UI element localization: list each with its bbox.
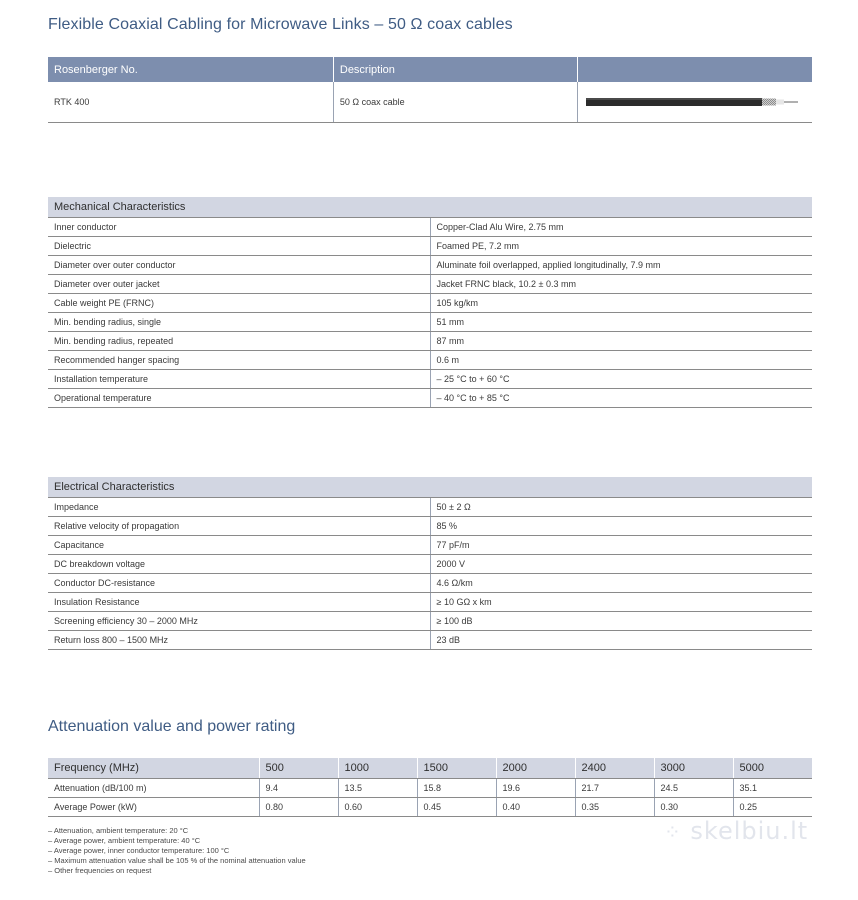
footnote: – Other frequencies on request [48,866,152,875]
row-value: 0.30 [654,798,733,817]
row-label: Screening efficiency 30 – 2000 MHz [48,612,430,631]
watermark-logo-icon: ⁘ [664,820,682,844]
row-value: 0.45 [417,798,496,817]
product-header-row [48,57,812,82]
table-row [48,370,812,389]
row-value: 21.7 [575,779,654,798]
frequency-col: 500 [259,758,338,779]
table-row [48,389,812,408]
table-row [48,498,812,517]
row-value: Foamed PE, 7.2 mm [430,237,812,256]
row-label: Dielectric [48,237,430,256]
row-label: DC breakdown voltage [48,555,430,574]
frequency-col: 5000 [733,758,812,779]
row-value: 50 ± 2 Ω [430,498,812,517]
table-row [48,294,812,313]
frequency-header-row [48,758,812,779]
table-row [48,218,812,237]
frequency-col: 2400 [575,758,654,779]
row-value: 19.6 [496,779,575,798]
table-row [48,631,812,650]
row-label: Attenuation (dB/100 m) [48,779,259,798]
row-value: 2000 V [430,555,812,574]
row-value: – 25 °C to + 60 °C [430,370,812,389]
product-description: 50 Ω coax cable [333,82,577,123]
header-description: Description [333,57,577,82]
frequency-col: 2000 [496,758,575,779]
row-value: – 40 °C to + 85 °C [430,389,812,408]
product-row [48,82,812,123]
row-label: Diameter over outer conductor [48,256,430,275]
product-number: RTK 400 [48,82,333,123]
watermark [664,817,808,845]
frequency-col: 1500 [417,758,496,779]
table-row [48,332,812,351]
row-value: 77 pF/m [430,536,812,555]
row-label: Conductor DC-resistance [48,574,430,593]
page-title: Flexible Coaxial Cabling for Microwave Links – 50 Ω coax cables [48,16,513,33]
mechanical-characteristics-table [48,197,812,408]
row-value: Copper-Clad Alu Wire, 2.75 mm [430,218,812,237]
watermark-text: skelbiu.lt [690,817,809,845]
row-label: Capacitance [48,536,430,555]
table-row [48,313,812,332]
row-label: Insulation Resistance [48,593,430,612]
row-label: Min. bending radius, repeated [48,332,430,351]
table-row [48,574,812,593]
table-row [48,593,812,612]
table-row [48,351,812,370]
row-value: 0.80 [259,798,338,817]
footnote: – Maximum attenuation value shall be 105 % of the nominal attenuation value [48,856,306,865]
row-value: 0.40 [496,798,575,817]
row-value: 87 mm [430,332,812,351]
table-row [48,555,812,574]
row-value: 23 dB [430,631,812,650]
row-label: Return loss 800 – 1500 MHz [48,631,430,650]
row-label: Cable weight PE (FRNC) [48,294,430,313]
row-value: 105 kg/km [430,294,812,313]
row-value: 0.25 [733,798,812,817]
row-value: 0.6 m [430,351,812,370]
row-value: 9.4 [259,779,338,798]
row-label: Recommended hanger spacing [48,351,430,370]
row-label: Relative velocity of propagation [48,517,430,536]
coax-cable-image [584,95,806,109]
row-value: 4.6 Ω/km [430,574,812,593]
table-row [48,612,812,631]
cable-image-cell [577,82,812,123]
row-value: 24.5 [654,779,733,798]
row-value: 13.5 [338,779,417,798]
frequency-col: 1000 [338,758,417,779]
row-value: Jacket FRNC black, 10.2 ± 0.3 mm [430,275,812,294]
product-table [48,57,812,123]
table-row [48,256,812,275]
row-label: Average Power (kW) [48,798,259,817]
table-row [48,536,812,555]
row-value: 15.8 [417,779,496,798]
average-power-row [48,798,812,817]
row-label: Operational temperature [48,389,430,408]
row-label: Diameter over outer jacket [48,275,430,294]
row-value: ≥ 100 dB [430,612,812,631]
row-label: Min. bending radius, single [48,313,430,332]
row-label: Inner conductor [48,218,430,237]
footnote: – Average power, ambient temperature: 40 °C [48,836,201,845]
electrical-header: Electrical Characteristics [48,477,812,498]
footnote: – Average power, inner conductor temperature: 100 °C [48,846,230,855]
header-image [577,57,812,82]
attenuation-table [48,758,812,817]
frequency-col: 3000 [654,758,733,779]
row-value: 35.1 [733,779,812,798]
row-value: 0.35 [575,798,654,817]
footnotes [48,826,306,876]
row-value: 51 mm [430,313,812,332]
attenuation-section-title: Attenuation value and power rating [48,718,296,735]
table-row [48,237,812,256]
row-label: Impedance [48,498,430,517]
electrical-characteristics-table [48,477,812,650]
table-row [48,517,812,536]
row-value: ≥ 10 GΩ x km [430,593,812,612]
footnote: – Attenuation, ambient temperature: 20 °C [48,826,189,835]
mechanical-header: Mechanical Characteristics [48,197,812,218]
frequency-label: Frequency (MHz) [48,758,259,779]
table-row [48,275,812,294]
header-rosenberger-no: Rosenberger No. [48,57,333,82]
row-value: Aluminate foil overlapped, applied longitudinally, 7.9 mm [430,256,812,275]
row-value: 85 % [430,517,812,536]
row-value: 0.60 [338,798,417,817]
attenuation-row [48,779,812,798]
row-label: Installation temperature [48,370,430,389]
